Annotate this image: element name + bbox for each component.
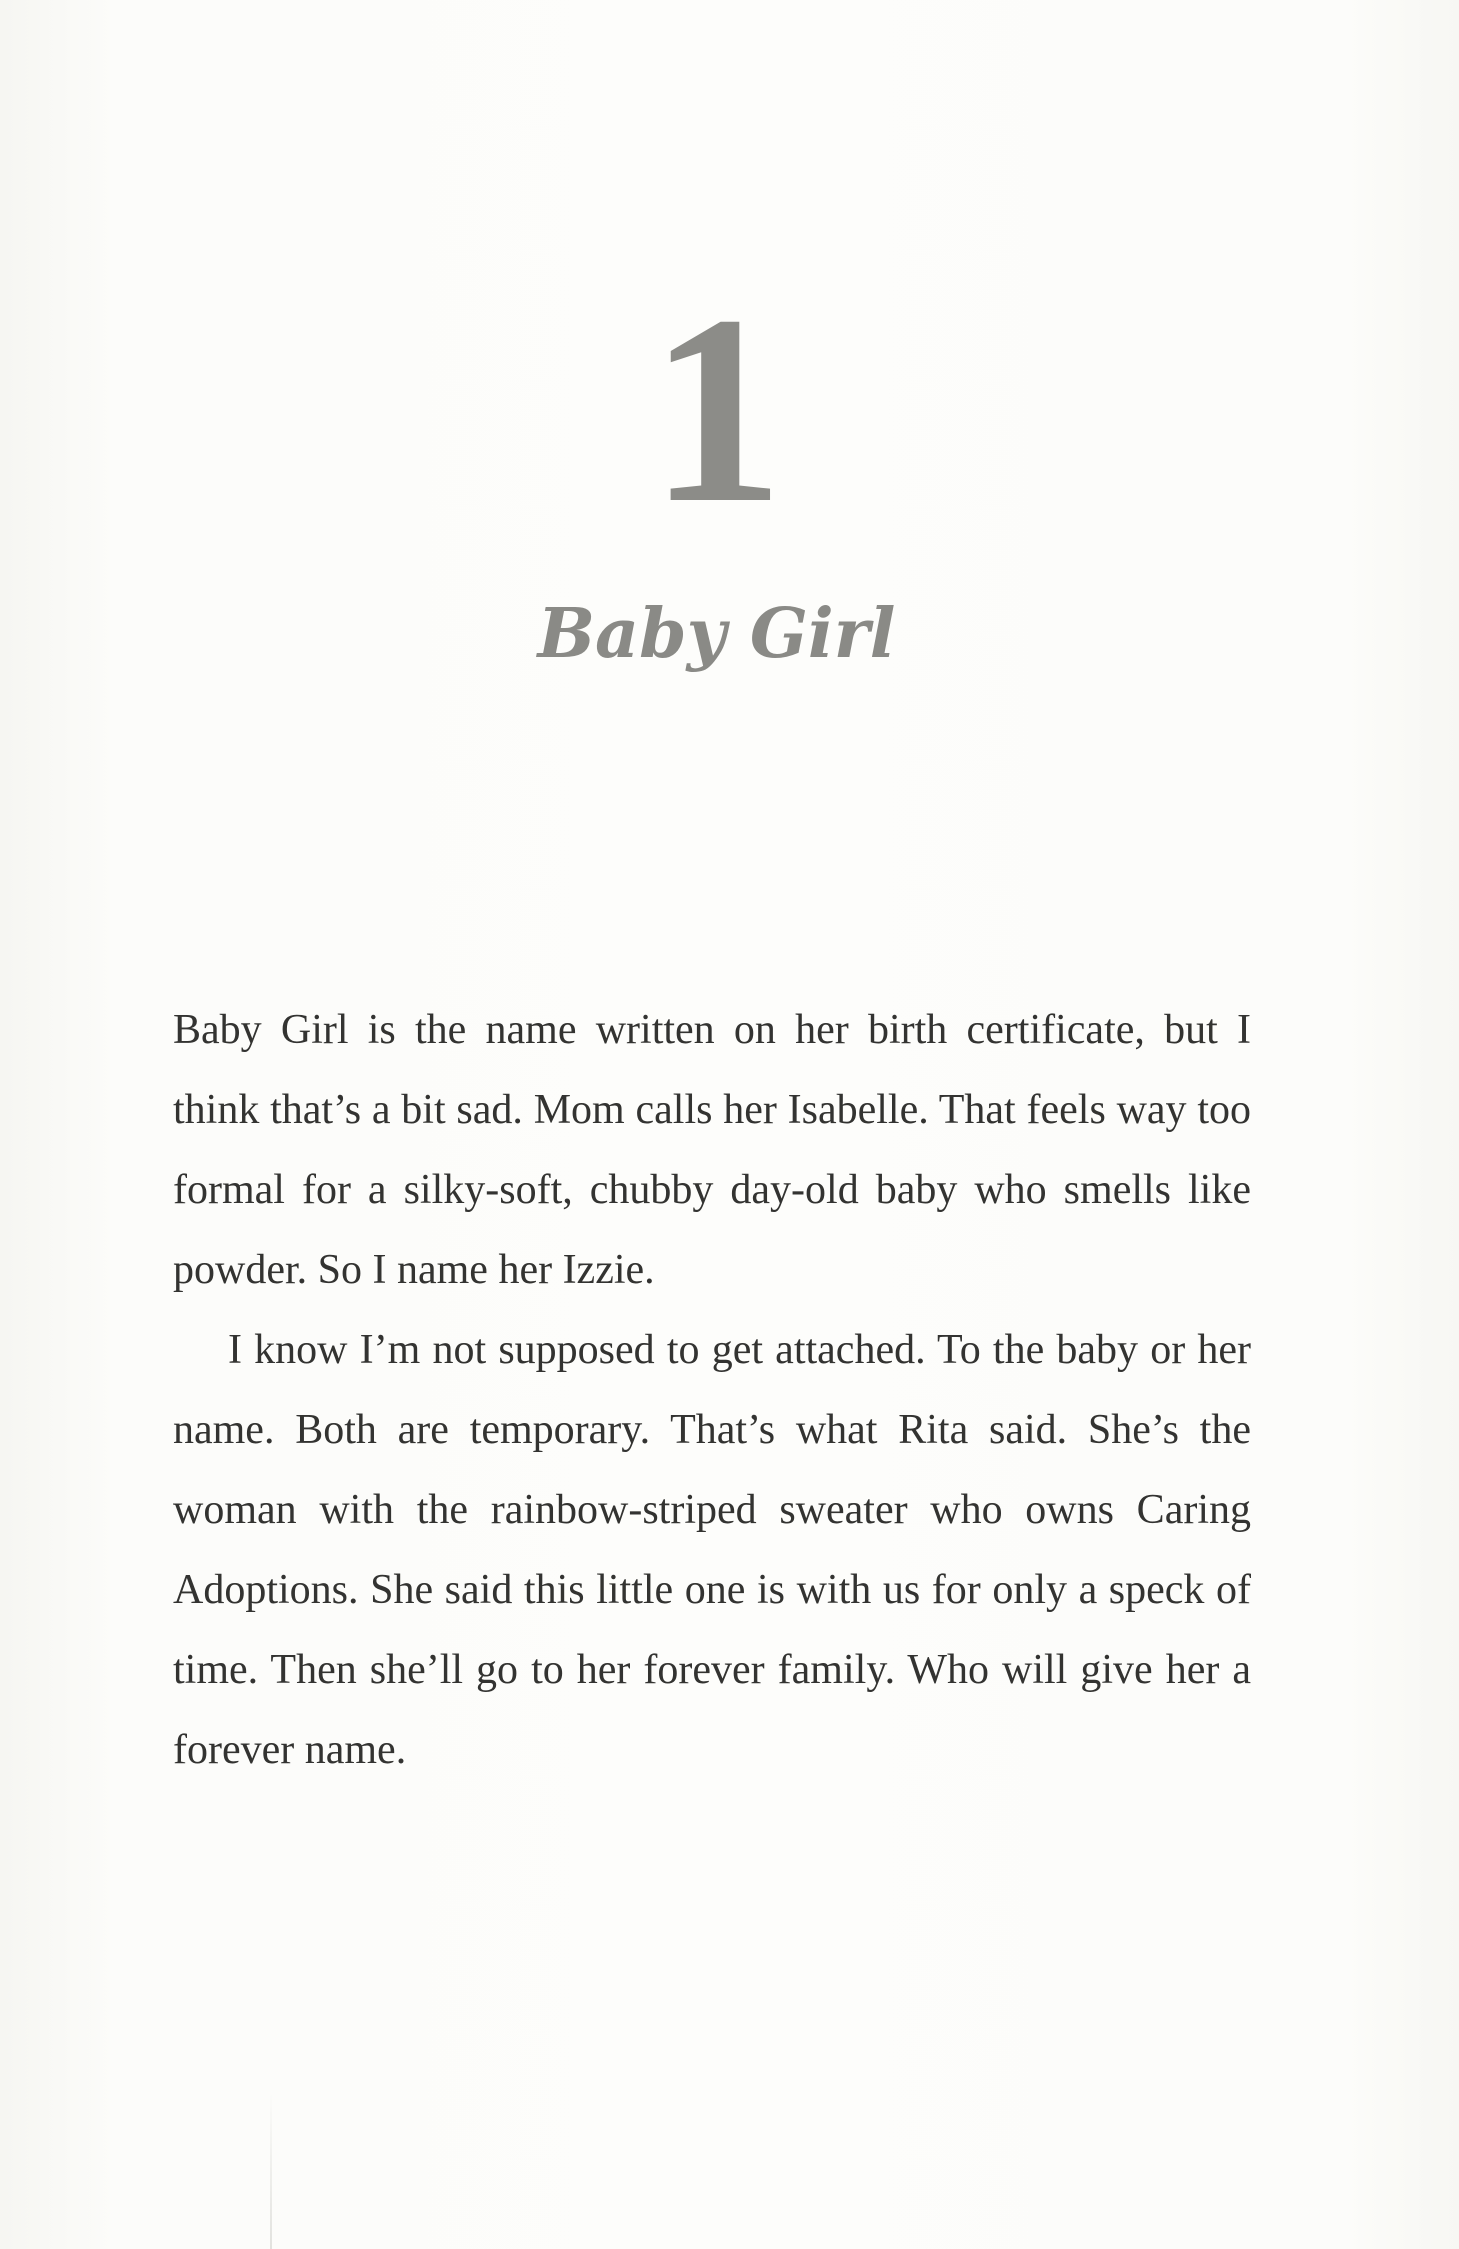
page-gutter-shadow <box>270 2090 272 2249</box>
chapter-number: 1 <box>649 260 784 559</box>
paragraph: Baby Girl is the name written on her birth certificate, but I think that’s a bit sad. Mom calls her Isabelle. That feels way too formal for a silky-soft, chubby day-old baby who smells like powder. So I name her Izzie. <box>173 1007 1251 1293</box>
chapter-title: Baby Girl <box>537 594 896 674</box>
chapter-body <box>173 990 1251 1790</box>
paragraph: I know I’m not supposed to get attached. To the baby or her name. Both are temporary. That’s what Rita said. She’s the woman with the rainbow-striped sweater who owns Caring Adoptions. She said this little one is with us for only a speck of time. Then she’ll go to her forever family. Who will give her a forever name. <box>173 1327 1251 1773</box>
